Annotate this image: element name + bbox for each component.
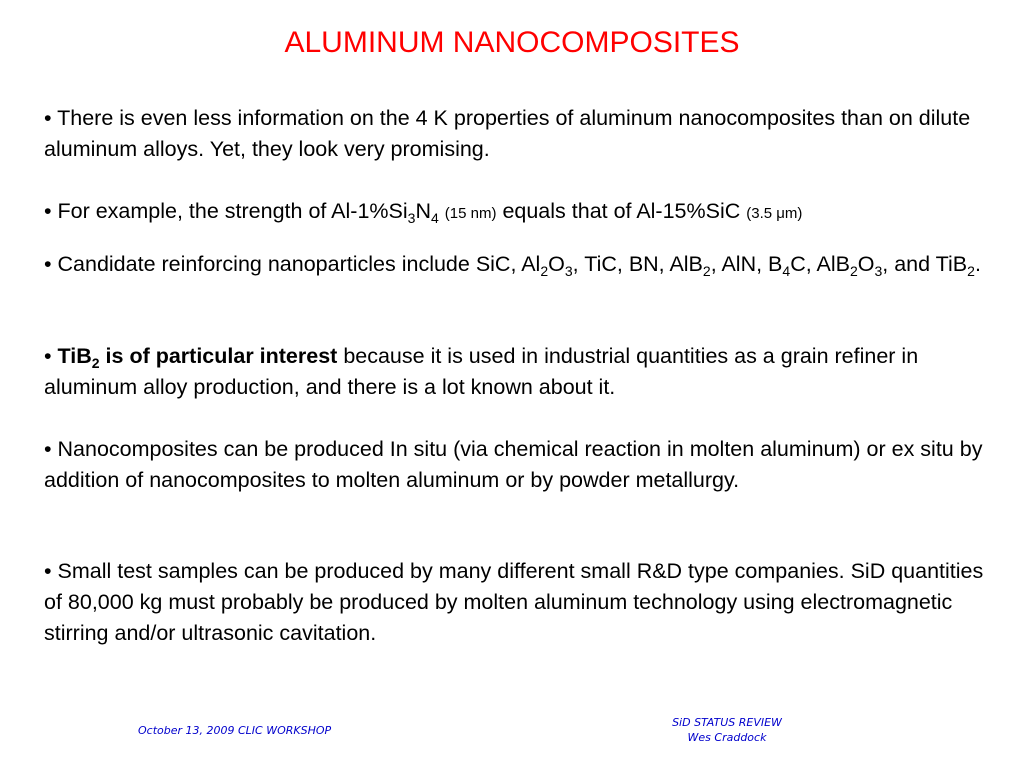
bold-phrase [57,344,338,371]
subscript: 2 [967,263,975,279]
footer-author: Wes Craddock [687,731,767,744]
bullet-tib2-interest [44,341,984,403]
text-run: because it is used in industrial quantities as a grain refiner in aluminum alloy production, and there is a lot known about it. [44,344,919,399]
text-run: C, AlB [790,252,850,276]
footer-date-workshop: October 13, 2009 CLIC WORKSHOP [138,724,332,737]
text-run: . [974,252,981,276]
text-run: • Candidate reinforcing nanoparticles include SiC, Al [44,252,541,276]
text-run: , TiC, BN, AlB [572,252,703,276]
text-run: • For example, the strength of Al-1%Si [44,199,408,223]
bullet-text: • Small test samples can be produced by many different small R&D type companies. SiD quantities of 80,000 kg must probably be produced by molten aluminum technology using electromagnetic stirring and/or ultrasonic cavitation. [44,559,984,645]
bullet-production-methods [44,434,984,496]
text-run: N [415,199,431,223]
subscript: 4 [430,210,439,226]
subscript: 2 [91,355,100,371]
subscript: 2 [849,263,858,279]
bullet-text: • Nanocomposites can be produced In situ (via chemical reaction in molten aluminum) or ex situ by addition of nanocomposites to molten aluminum or by powder metallurgy. [44,437,983,492]
bullet-text: • There is even less information on the 4 K properties of aluminum nanocomposites than on dilute aluminum alloys. Yet, they look very promising. [44,106,971,161]
text-run: O [857,252,875,276]
text-run: , AlN, B [710,252,783,276]
footer-review-title: SiD STATUS REVIEW [672,716,782,729]
text-run: equals that of Al-15%SiC [502,199,741,223]
text-run: O [548,252,565,276]
bullet-glyph: • [44,344,52,368]
subscript: 3 [564,263,573,279]
bullet-test-samples [44,556,984,649]
bullet-candidate-nanoparticles [44,249,984,280]
slide-title: ALUMINUM NANOCOMPOSITES [284,26,740,59]
size-annotation: (15 nm) [444,205,497,222]
footer-review-author [640,715,814,745]
subscript: 2 [540,263,549,279]
subscript: 3 [874,263,883,279]
subscript: 3 [407,210,416,226]
text-run: TiB [57,344,92,368]
subscript: 4 [782,263,791,279]
bullet-strength-example [44,196,984,229]
size-annotation: (3.5 μm) [746,205,803,222]
bullet-4k-properties [44,103,984,165]
subscript: 2 [702,263,711,279]
text-run: , and TiB [882,252,968,276]
text-run: is of particular interest [99,344,338,368]
